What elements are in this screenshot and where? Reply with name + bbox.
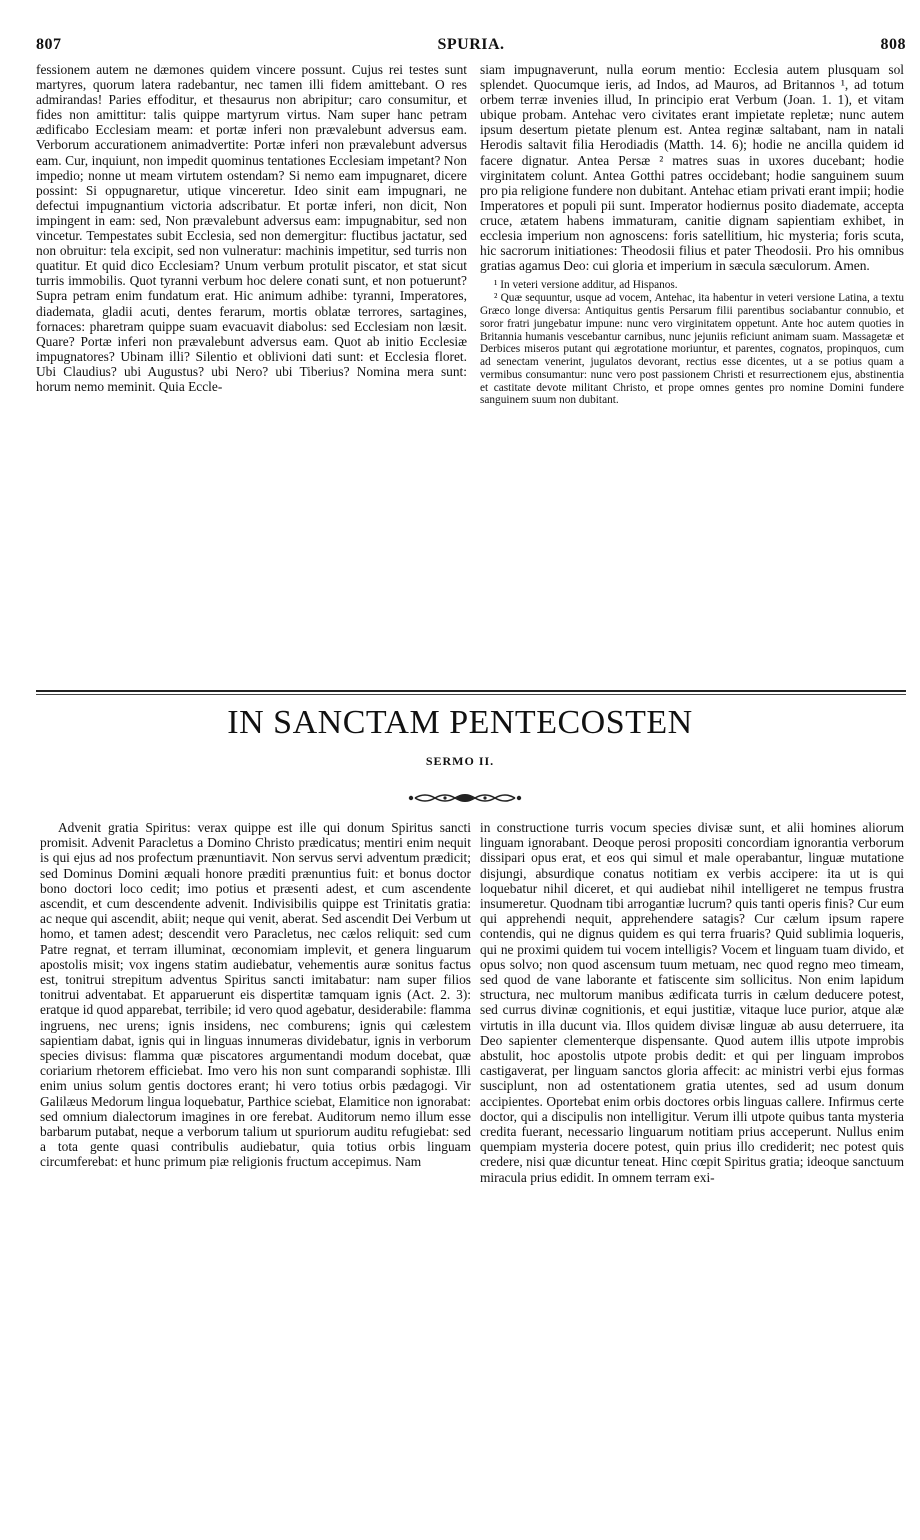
top-left-column	[36, 62, 467, 394]
bottom-right-paragraph: in constructione turris vocum species divisæ sunt, et alii homines aliorum linguam ignorabant. Deoque perosi propositi concordiam ignorantia verborum dissipari opus erat, et eos qui simul et male operabantur, linguæ mutatione disjungi, absurdique conatus notitiam ex verbis accipere: ita ut is qui loquebatur nihil diceret, et qui audiebat nihil intelligeret ne tempus frustra insumeretur. Quodnam tibi arrogantiæ lucrum? quis tanti operis finis? Cur eum qui apprehendi nequit, apprehendere satagis? Cur cælum ipsum rapere contendis, qui ne dignus quidem es qui terra fruaris? Quid sublimia loqueris, qui ne proximi quidem tui vocem intelligis? Vocem et linguam tuam divido, et opus solvo; non quod ascensum tuum metuam, nec quod regno meo timeam, sed quod de vane laborante et fatiscente sim sollicitus. Non enim lapidum structura, nec multorum manibus ædificata turris in cælum deducere potest, sed currus divinæ cognitionis, et equi justitiæ, vitaque luce purior, atque alæ virtutis in illa ducunt via. Illos quidem divisæ linguæ ab ausu deterruere, ita Deo sapienter clementerque dispensante. Quod autem illis utpote improbis abstulit, hoc apostolis utpote probis dedit: et qui per linguam improbos castigaverat, per linguam sanctos gloria affecit: ac ministri verbi ejus formas susciplunt, non ad ostentationem gratia utentes, sed ad usum donum accipientes. Oportebat enim orbis doctores orbis linguas callere. Infirmus certe doctor, qui a discipulis non intelligitur. Verum illi utpote quibus tanta mysteria credita fuerant, necessario linguarum notitiam prius acceperunt. Nullus enim quempiam mysteria docere potest, quin prius illo crediderit; nec potest quis credere, nisi quæ dicuntur teneat. Hinc cœpit Spiritus gratia; ideoque sanctuum miracula prius edidit. In omnem terram exi-	[480, 820, 904, 1185]
top-right-paragraph: siam impugnaverunt, nulla eorum mentio: Ecclesia autem plusquam sol splendet. Quocumque ieris, ad Indos, ad Mauros, ad Britannos ¹, ad totum orbem terræ invenies illud, In principio erat Verbum (Joan. 1. 1), et vitam ubique probam. Antehac vero civitates erant impietate repletæ; nunc autem ipsum desertum pietate plenum est. Antea reginæ saltabant, nam in natali Herodis saltavit filia Herodiadis (Matth. 14. 6); hodie ne ancilla quidem id facere dignatur. Antea Persæ ² matres suas in uxores ducebant; hodie virginitatem colunt. Antea Gotthi patres occidebant; hodie sanguinem suum pro pia religione fundere non dubitant. Antehac etiam privati erant impii; hodie Imperatores et populi pii sunt. Imperator hodiernus posito diademate, accepta cruce, ætatem habens immaturam, canitie dignam sapientiam exhibet, in ecclesia imperium non agnoscens: foris satellitium, hic mysteria; foris scuta, hic sacrorum initiationes: Theodosii filius et pater Theodosii. Pro his omnibus gratias agamus Deo: cui gloria et imperium in sæcula sæculorum. Amen.	[480, 62, 904, 274]
sermon-subtitle: SERMO II.	[425, 754, 495, 768]
footnote-2: ² Quæ sequuntur, usque ad vocem, Antehac, ita habentur in veteri versione Latina, a textu Græco longe diversa: Antiquitus gentis Persarum filii parentibus sociabantur connubio, et soror fratri jungebatur impune: nunc vero virginitatem oppetunt. Ante hoc autem quoties in Britannia humanis vescebantur carnibus, nunc jejuniis reficiunt animam suam. Massagetæ et Derbices miseros putant qui ægrotatione moriuntur, et parentes, cognatos, propinquos, cum ad senectam venerint, jugulatos devorant, rectius esse dicentes, ut a se potius quam a vermibus consumantur: nunc vero post passionem Christi et resurrectionem ejus, abstinentia et castitate devote militant Christo, et prope omnes gentes pro nomine Domini fundere sanguinem suum non dubitant.	[480, 292, 904, 407]
running-title: SPURIA.	[437, 36, 505, 53]
section-rule-thin	[36, 694, 906, 695]
ornament-flourish-icon	[405, 790, 525, 806]
section-rule-thick	[36, 690, 906, 692]
footnote-1: ¹ In veteri versione additur, ad Hispanos.	[494, 279, 678, 292]
bottom-left-column	[40, 820, 471, 1170]
footnotes	[480, 279, 904, 407]
page-number-right: 808	[880, 36, 906, 53]
sermon-title: IN SANCTAM PENTECOSTEN	[227, 704, 693, 741]
bottom-left-paragraph: Advenit gratia Spiritus: verax quippe est ille qui donum Spiritus sancti promisit. Advenit Paracletus a Domino Christo prædicatus; mentiri enim nequit is qui ejus ad nos profectum prænuntiavit. Non servus servi adventum prædicit; sed Dominus Domini æquali honore præditi prænuntius fuit: et bonus doctor bono doctori loco cedit; imo potius et præsenti adest, et cum ascendente ascendit, et cum descendente advenit. Indivisibilis quippe est Trinitatis gratia: ac neque qui ascendit, abiit; neque qui venit, aberat. Sed ascendit Dei Verbum ut homo, et tamen adest; descendit vero Paracletus, nec cælos reliquit: sed cum Patre regnat, et terram illuminat, œconomiam implevit, et genera linguarum apostolis misit; vox ingens statim audiebatur, vehementis auræ sonitus factus est, tonitrui strepitum adventus Spiritus sancti imitabatur: nam super filios tonitrui adventabat. Et apparuerunt eis dispertitæ tamquam ignis (Act. 2. 3): eratque id quod apparebat, terribile; id vero quod agebatur, desiderabile: flamma ingruens, nec urens; ignis insidens, nec comburens; ignis qui cælestem sapientiam dabat, ignis qui in linguas innumeras dividebatur, ignis in verborum species divisus: flamma quæ piscatores argumentandi modum docebat, quæ coriarium rhetorem efficiebat. Imo vero his non sunt comparandi sophistæ. Illi enim unius solum gentis doctores erant; hi vero totius orbis pædagogi. Vir Galilæus Medorum lingua loquebatur, Parthice sciebat, Elamitice non ignorabat: sed omnium dialectorum imagines in ore ferebat. Auditorum nemo illum esse barbarum putabat, neque a verborum talium ut spuriorum auditu refugiebat: sed a tota gente quasi contribulis audiebatur, quia totius orbis linguam circumferebat: et hunc primum piæ religionis fructum accepimus. Nam	[40, 820, 471, 1170]
top-right-column	[480, 62, 904, 407]
page-number-left: 807	[36, 36, 62, 53]
running-header	[36, 36, 906, 56]
top-left-paragraph: fessionem autem ne dæmones quidem vincere possunt. Cujus rei testes sunt martyres, quorum latera radebantur, nec tamen illi fidem amittebant. O res admirandas! Paries effoditur, et thesaurus non abripitur; caro consumitur, et fides non amittitur: talis quippe martyrum virtus. Nam super hanc petram ædificabo Ecclesiam meam: et portæ inferi non prævalebunt adversus eam. Verborum accurationem animadvertite: Portæ inferi non prævalebunt adversus eam. Cur, inquiunt, non impedit quominus tentationes Ecclesiam impetant? Non impedio; nonne ut meam virtutem ostendam? Si nemo eam impugnaret, dicere possint: Si oppugnaretur, utique vinceretur. Ideo sinit eam impugnari, ne defectui impugnantium victoria adscribatur. Et portæ inferi, non dicit, Non impingent in eam: sed, Non prævalebunt adversus eam: impugnabitur, sed non vincetur. Tempestates subit Ecclesia, sed non demergitur: fluctibus jactatur, sed non obruitur: tela excipit, sed non vulneratur: machinis impetitur, sed turris non quatitur. Et quid dico Ecclesiam? Unum verbum protulit piscator, et stat sicut turris immobilis. Quot tyranni verbum hoc delere conati sunt, et non potuerunt? Supra petram enim fundatum erat. Hic animum adhibe: tyranni, Imperatores, diademata, gladii acuti, dentes ferarum, mortis oblatæ terrores, sartagines, fornaces: pharetram quippe suam evacuavit diabolus: sed Ecclesiam non læsit. Quare? Portæ inferi non prævalebunt adversus eam. Quot ab initio Ecclesiæ impugnatores? Ubinam illi? Silentio et oblivioni dati sunt: et Ecclesia floret. Ubi Claudius? ubi Augustus? ubi Nero? ubi Tiberius? Nomina mera sunt: horum nemo meminit. Quia Eccle-	[36, 62, 467, 394]
bottom-right-column	[480, 820, 904, 1185]
